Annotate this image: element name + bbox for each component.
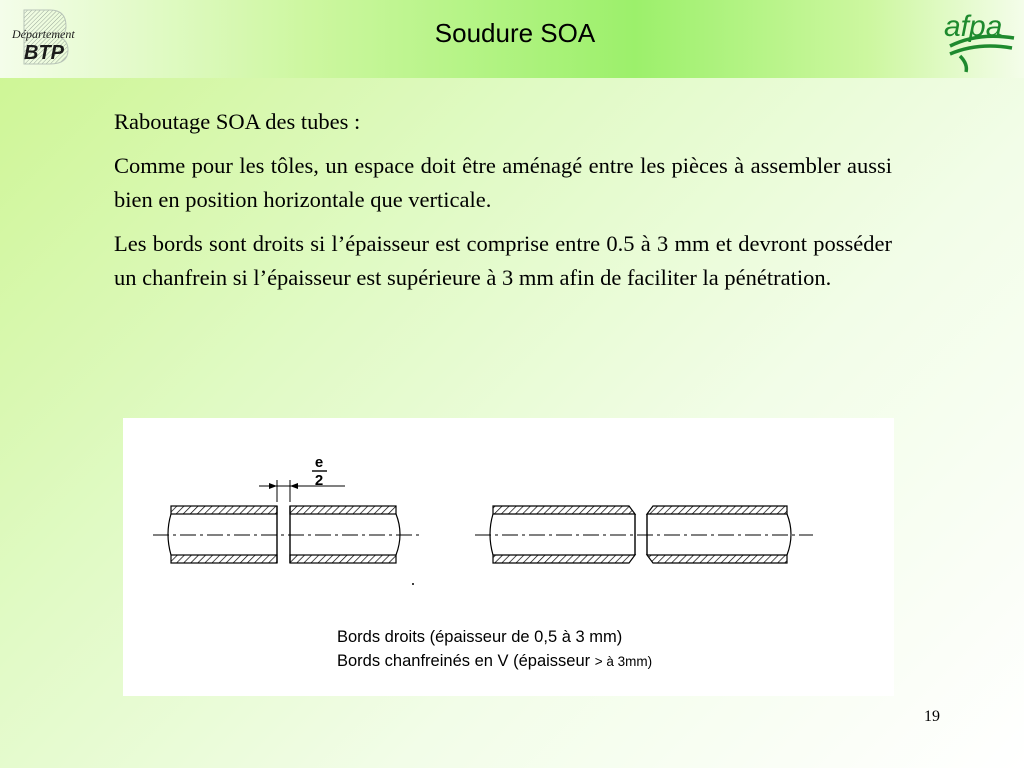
gap-label-e: e (314, 454, 324, 471)
tube-joint-drawing (123, 418, 894, 696)
logo-btp-text: BTP (24, 42, 64, 64)
slide-title: Soudure SOA (434, 18, 596, 48)
logo-departement-text: Département (12, 27, 75, 41)
caption-chamfered-main: Bords chanfreinés en V (épaisseur (337, 652, 595, 670)
paragraph-gap: Comme pour les tôles, un espace doit être aménagé entre les pièces à assembler aussi bien en position horizontale que verticale. (114, 153, 892, 212)
straight-edge-joint (153, 454, 423, 563)
caption-chamfered-threshold: > à 3mm) (594, 654, 653, 669)
logo-afpa-text: afpa (944, 10, 1003, 43)
caption-straight-edges: Bords droits (épaisseur de 0,5 à 3 mm) (337, 628, 623, 646)
afpa-logo (938, 2, 1020, 74)
caption-chamfered-edges (337, 652, 652, 670)
slide-body (114, 105, 892, 305)
tube-joint-diagram (123, 418, 894, 696)
gap-label-2: 2 (314, 472, 324, 489)
chamfered-edge-joint (475, 506, 813, 563)
section-heading: Raboutage SOA des tubes : (114, 109, 361, 134)
paragraph-edges: Les bords sont droits si l’épaisseur est comprise entre 0.5 à 3 mm et devront posséder un chanfrein si l’épaisseur est supérieure à 3 mm afin de faciliter la pénétration. (114, 231, 892, 290)
page-number: 19 (924, 708, 940, 725)
